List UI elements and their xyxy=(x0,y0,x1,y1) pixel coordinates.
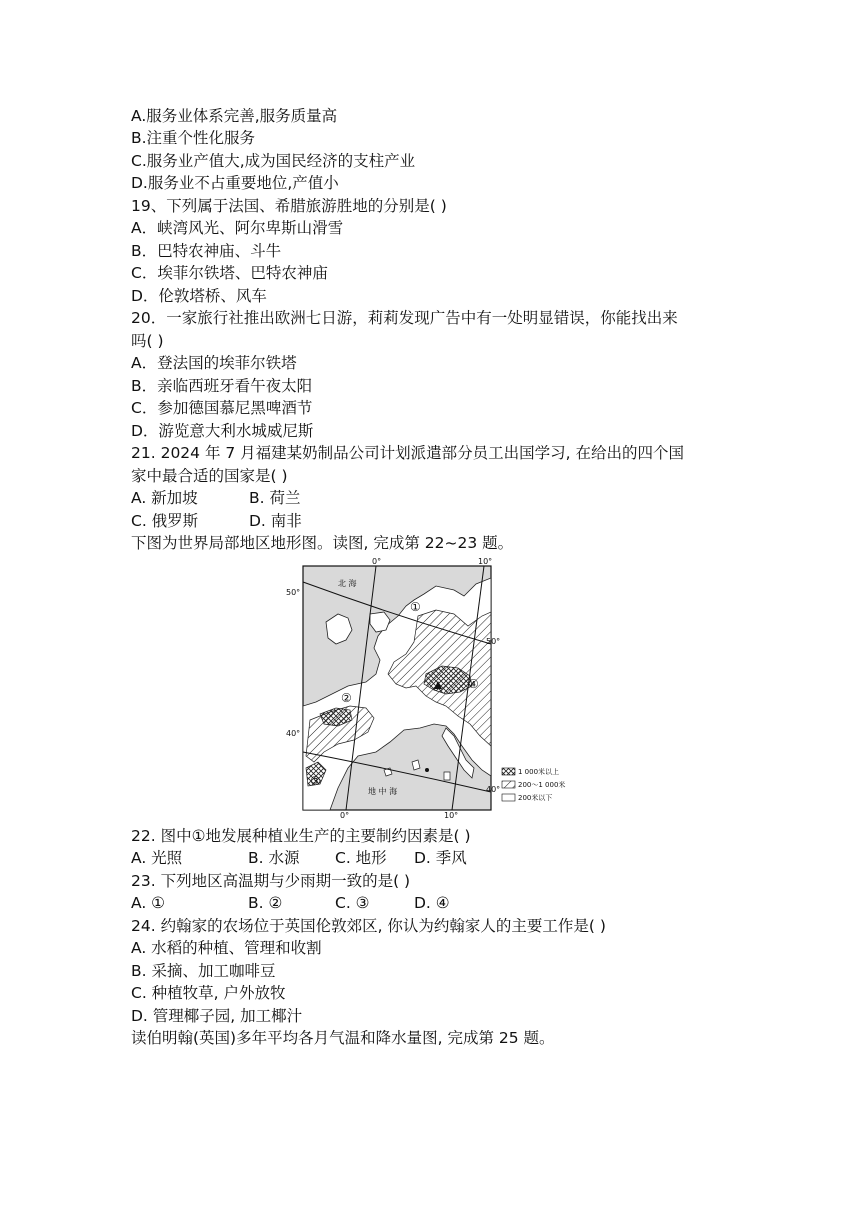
q24-option-a: A. 水稻的种植、管理和收割 xyxy=(131,939,322,957)
legend-swatch-low xyxy=(502,794,515,801)
q18-option-b: B.注重个性化服务 xyxy=(131,129,256,147)
q25-intro: 读伯明翰(英国)多年平均各月气温和降水量图, 完成第 25 题。 xyxy=(131,1029,555,1047)
label-lon-bottom-0: 0° xyxy=(340,811,350,818)
q23-option-a: A. ① xyxy=(131,894,166,912)
legend-label-mid: 200～1 000米 xyxy=(518,781,566,789)
map-intro: 下图为世界局部地区地形图。读图, 完成第 22~23 题。 xyxy=(131,534,514,552)
q22-option-c: C. 地形 xyxy=(335,849,387,867)
marker-1: ① xyxy=(410,600,421,614)
q20-stem-line1: 20．一家旅行社推出欧洲七日游，莉莉发现广告中有一处明显错误，你能找出来 xyxy=(131,309,678,327)
q20-stem-line2: 吗( ) xyxy=(131,332,164,350)
label-lat-left-50: 50° xyxy=(286,588,301,597)
q22-option-a: A. 光照 xyxy=(131,849,183,867)
legend-label-low: 200米以下 xyxy=(518,794,553,802)
q19-option-c: C．埃菲尔铁塔、巴特农神庙 xyxy=(131,264,328,282)
q19-option-d: D．伦敦塔桥、风车 xyxy=(131,287,267,305)
label-lon-top-0: 0° xyxy=(372,557,382,566)
q19-option-a: A．峡湾风光、阿尔卑斯山滑雪 xyxy=(131,219,344,237)
q20-option-d: D．游览意大利水城威尼斯 xyxy=(131,422,314,440)
q21-options-row2 xyxy=(131,511,302,531)
q21-stem-line2: 家中最合适的国家是( ) xyxy=(131,467,288,485)
q21-option-d: D. 南非 xyxy=(249,512,302,530)
map-legend xyxy=(502,767,565,802)
q23-stem: 23. 下列地区高温期与少雨期一致的是( ) xyxy=(131,872,411,890)
q20-option-b: B．亲临西班牙看午夜太阳 xyxy=(131,377,313,395)
q21-option-b: B. 荷兰 xyxy=(249,489,301,507)
q21-options-row1 xyxy=(131,488,301,508)
label-mediterranean: 地 中 海 xyxy=(368,787,398,796)
q18-option-d: D.服务业不占重要地位,产值小 xyxy=(131,174,339,192)
q18-option-c: C.服务业产值大,成为国民经济的支柱产业 xyxy=(131,152,416,170)
q24-option-c: C. 种植牧草, 户外放牧 xyxy=(131,984,286,1002)
legend-swatch-high xyxy=(502,768,515,775)
label-lat-right-40: 40° xyxy=(486,785,501,794)
q23-option-c: C. ③ xyxy=(335,894,370,912)
legend-swatch-mid xyxy=(502,781,515,788)
q22-option-d: D. 季风 xyxy=(414,849,467,867)
q23-option-b: B. ② xyxy=(248,894,283,912)
terrain-map xyxy=(286,556,601,818)
q21-stem-line1: 21. 2024 年 7 月福建某奶制品公司计划派遣部分员工出国学习, 在给出的四个国 xyxy=(131,444,685,462)
label-lat-right-50: 50° xyxy=(486,637,501,646)
label-lon-top-10: 10° xyxy=(478,557,493,566)
q21-option-c: C. 俄罗斯 xyxy=(131,512,199,530)
label-lon-bottom-10: 10° xyxy=(444,811,459,818)
marker-3: ③ xyxy=(310,774,321,788)
q24-option-d: D. 管理椰子园, 加工椰汁 xyxy=(131,1007,303,1025)
q24-stem: 24. 约翰家的农场位于英国伦敦郊区, 你认为约翰家人的主要工作是( ) xyxy=(131,917,606,935)
q20-option-c: C．参加德国慕尼黑啤酒节 xyxy=(131,399,313,417)
q20-option-a: A．登法国的埃菲尔铁塔 xyxy=(131,354,297,372)
q23-option-d: D. ④ xyxy=(414,894,450,912)
legend-label-high: 1 000米以上 xyxy=(518,768,560,776)
q23-options xyxy=(131,893,450,913)
q22-option-b: B. 水源 xyxy=(248,849,300,867)
q19-option-b: B．巴特农神庙、斗牛 xyxy=(131,242,282,260)
q18-option-a: A.服务业体系完善,服务质量高 xyxy=(131,107,338,125)
q24-option-b: B. 采摘、加工咖啡豆 xyxy=(131,962,276,980)
q22-stem: 22. 图中①地发展种植业生产的主要制约因素是( ) xyxy=(131,827,471,845)
label-lat-left-40: 40° xyxy=(286,729,301,738)
city-dot-icon xyxy=(425,768,429,772)
marker-4: ④ xyxy=(468,677,479,691)
q19-stem: 19、下列属于法国、希腊旅游胜地的分别是( ) xyxy=(131,197,447,215)
label-north-sea: 北 海 xyxy=(338,579,357,588)
q22-options xyxy=(131,848,467,868)
q21-option-a: A. 新加坡 xyxy=(131,489,198,507)
marker-2: ② xyxy=(341,691,352,705)
